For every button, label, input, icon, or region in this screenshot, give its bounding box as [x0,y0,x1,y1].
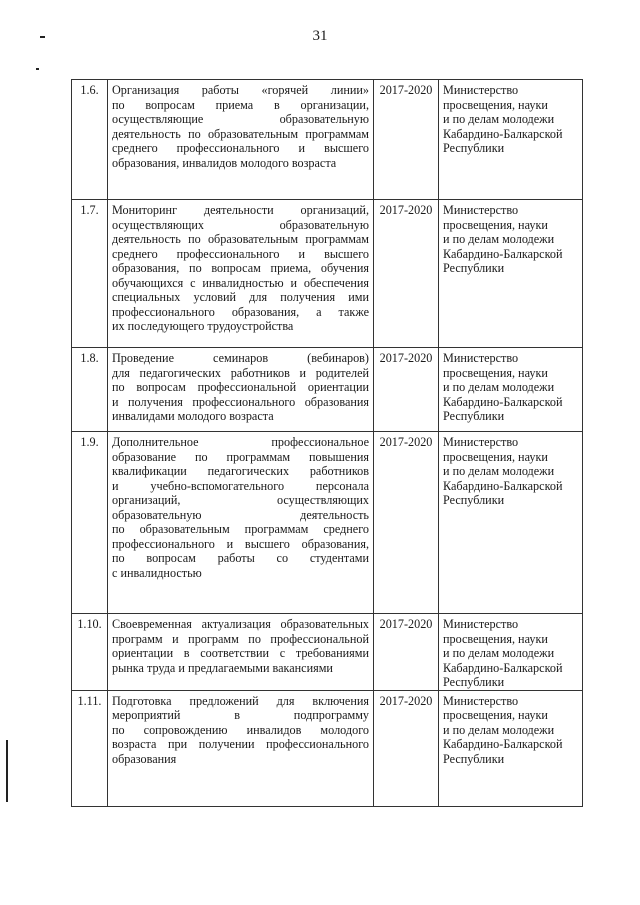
executor-line: Республики [443,261,505,275]
executor-line: Республики [443,141,505,155]
description-line: Подготовка предложений для включения [112,693,369,708]
implementation-period: 2017-2020 [374,200,439,348]
description-line: для педагогических работников и родителей [112,365,369,380]
executor-line: просвещения, науки [443,97,548,112]
description-line: ориентации в соответствии с требованиями [112,646,369,660]
executor-line: просвещения, науки [443,449,548,464]
implementation-period: 2017-2020 [374,348,439,432]
executor-line: Республики [443,493,505,507]
row-number: 1.7. [72,200,108,348]
description-line: обучающихся с инвалидностью и обеспечения [112,275,369,290]
description-line: деятельность по образовательным программам [112,126,369,141]
executor-line: Кабардино-Балкарской [443,660,563,675]
description-line: с инвалидностью [112,565,202,580]
description-line: возраста при получении профессионального [112,737,369,751]
executor-line: Министерство [443,83,519,97]
row-number: 1.11. [72,690,108,806]
executor-line: Министерство [443,351,519,365]
description-line: инвалидами молодого возраста [112,409,274,423]
description-line: по вопросам работы со студентами [112,551,369,565]
description-line: образования, инвалидов молодого возраста [112,155,337,170]
executor-line: и по делам молодежи [443,232,555,246]
description-line: Дополнительное профессиональное [112,435,369,449]
responsible-executor [439,614,583,691]
description-line: квалификации педагогических работников [112,464,369,478]
table-row [72,690,583,806]
executor-line: Республики [443,751,505,766]
executor-line: Министерство [443,203,519,217]
description-line: среднего профессионального и высшего [112,246,369,261]
scan-mark [40,36,45,38]
executor-line: просвещения, науки [443,217,548,232]
description-line: организаций, осуществляющих [112,493,369,507]
description-line: Мониторинг деятельности организаций, [112,203,369,217]
scan-margin-line [6,740,8,802]
description-line: Проведение семинаров (вебинаров) [112,351,369,365]
executor-line: просвещения, науки [443,631,548,646]
responsible-executor [439,690,583,806]
description-line: Организация работы «горячей линии» [112,83,369,97]
row-number: 1.8. [72,348,108,432]
description-line: программ и программ по профессиональной [112,631,369,646]
measure-description [108,348,374,432]
description-line: по вопросам приема в организации, [112,97,369,112]
row-number: 1.10. [72,614,108,691]
implementation-period: 2017-2020 [374,690,439,806]
description-line: по вопросам профессиональной ориентации [112,380,369,394]
description-line: профессионального и высшего образования, [112,536,369,551]
description-line: профессионального образования, а также [112,304,369,319]
measure-description [108,200,374,348]
description-line: осуществляющих образовательную [112,217,369,232]
executor-line: и по делам молодежи [443,464,555,478]
table-row [72,200,583,348]
description-line: образования [112,751,177,766]
page-number: 31 [312,28,328,44]
description-line: их последующего трудоустройства [112,319,294,333]
responsible-executor [439,200,583,348]
description-line: деятельность по образовательным программам [112,232,369,246]
executor-line: и по делам молодежи [443,380,555,394]
executor-line: и по делам молодежи [443,646,555,660]
responsible-executor [439,432,583,614]
measures-table [71,79,583,807]
measure-description [108,80,374,200]
table-row [72,614,583,691]
table-row [72,348,583,432]
description-line: Своевременная актуализация образовательных [112,617,369,631]
executor-line: и по делам молодежи [443,112,555,126]
scan-mark [36,68,39,70]
description-line: по образовательным программам среднего [112,522,369,536]
description-line: и учебно-вспомогательного персонала [112,478,369,493]
implementation-period: 2017-2020 [374,432,439,614]
description-line: и получения профессионального образования [112,394,369,409]
responsible-executor [439,80,583,200]
executor-line: Министерство [443,693,519,708]
executor-line: Кабардино-Балкарской [443,246,563,261]
responsible-executor [439,348,583,432]
measure-description [108,690,374,806]
executor-line: просвещения, науки [443,708,548,722]
description-line: по сопровождению инвалидов молодого [112,722,369,737]
description-line: среднего профессионального и высшего [112,141,369,155]
row-number: 1.9. [72,432,108,614]
measure-description [108,432,374,614]
description-line: осуществляющие образовательную [112,112,369,126]
implementation-period: 2017-2020 [374,80,439,200]
executor-line: Министерство [443,435,519,449]
table-row [72,80,583,200]
executor-line: Республики [443,409,505,423]
executor-line: и по делам молодежи [443,722,555,737]
executor-line: Кабардино-Балкарской [443,737,563,751]
measure-description [108,614,374,691]
description-line: образование по программам повышения [112,449,369,464]
executor-line: просвещения, науки [443,365,548,380]
executor-line: Кабардино-Балкарской [443,478,563,493]
description-line: образовательную деятельность [112,507,369,522]
table-row [72,432,583,614]
executor-line: Республики [443,675,505,689]
description-line: рынка труда и предлагаемыми вакансиями [112,660,333,675]
description-line: специальных условий для получения ими [112,290,369,304]
row-number: 1.6. [72,80,108,200]
executor-line: Министерство [443,617,519,631]
description-line: мероприятий в подпрограмму [112,708,369,722]
executor-line: Кабардино-Балкарской [443,126,563,141]
executor-line: Кабардино-Балкарской [443,394,563,409]
description-line: образования, по вопросам приема, обучения [112,261,369,275]
implementation-period: 2017-2020 [374,614,439,691]
